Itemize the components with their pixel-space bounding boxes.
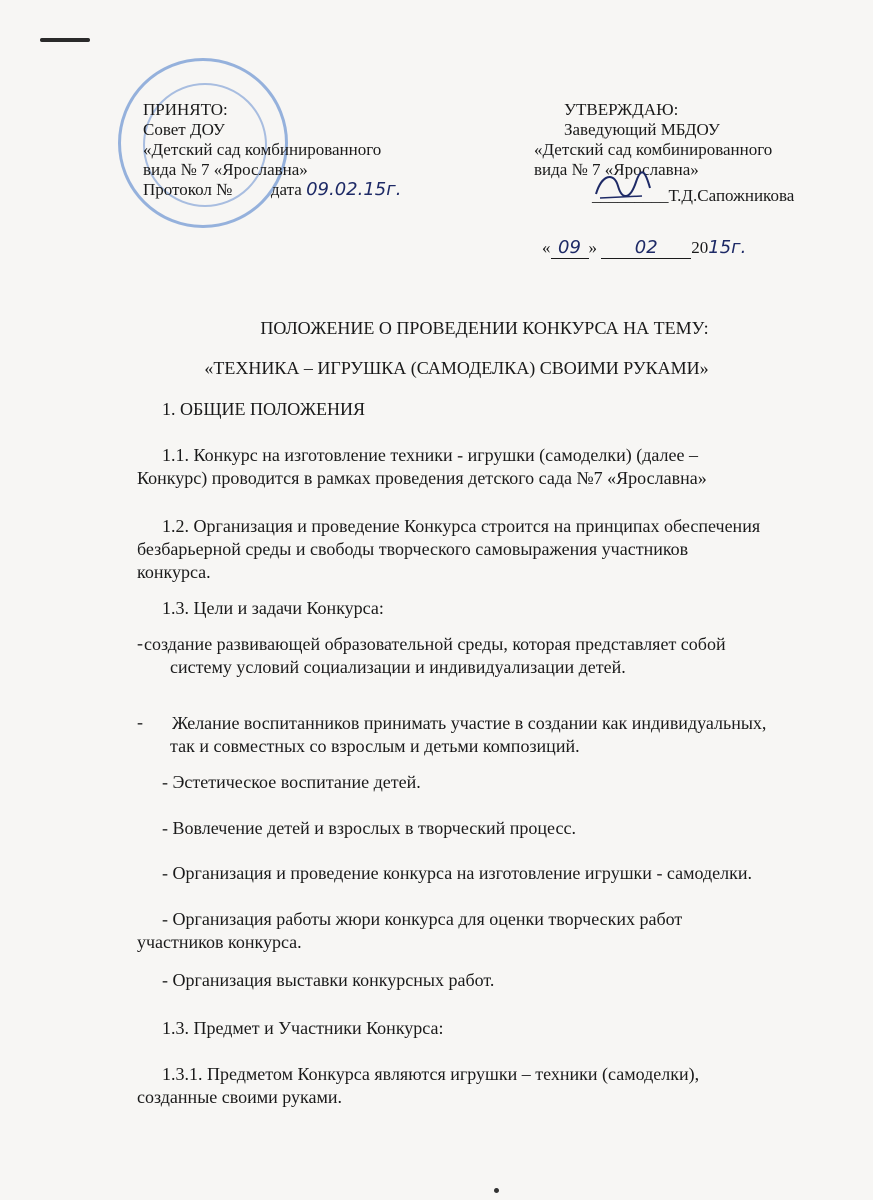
date-close-quote: » bbox=[588, 238, 597, 257]
accepted-line3: вида № 7 «Ярославна» bbox=[143, 160, 308, 179]
scan-mark bbox=[40, 38, 90, 42]
accepted-date-handwritten: 09.02.15г. bbox=[306, 179, 402, 200]
list-item-1-line2: систему условий социализации и индивидуализации детей. bbox=[170, 657, 626, 677]
date-label: дата bbox=[270, 180, 302, 199]
list-item-1-line1: создание развивающей образовательной среды, которая представляет собой bbox=[144, 634, 726, 654]
approved-date-line bbox=[542, 238, 746, 259]
accepted-line1: Совет ДОУ bbox=[143, 120, 225, 139]
approved-month: 02 bbox=[601, 238, 691, 259]
goal-item-5: - Организация выставки конкурсных работ. bbox=[162, 970, 495, 990]
document-title-line1: ПОЛОЖЕНИЕ О ПРОВЕДЕНИИ КОНКУРСА НА ТЕМУ: bbox=[260, 318, 709, 338]
protocol-line bbox=[143, 180, 401, 200]
approved-line2: «Детский сад комбинированного bbox=[534, 140, 773, 159]
para-1-1-line1: 1.1. Конкурс на изготовление техники - игрушки (самоделки) (далее – bbox=[162, 445, 699, 465]
accepted-title: ПРИНЯТО: bbox=[143, 100, 228, 119]
goal-item-2: - Вовлечение детей и взрослых в творческий процесс. bbox=[162, 818, 576, 838]
section-heading-general: 1. ОБЩИЕ ПОЛОЖЕНИЯ bbox=[162, 399, 365, 419]
para-1-3-1-line2: созданные своими руками. bbox=[137, 1087, 343, 1107]
list-dash-1: - bbox=[137, 633, 143, 653]
para-1-2-line3: конкурса. bbox=[137, 562, 211, 582]
date-open-quote: « bbox=[542, 238, 551, 257]
approved-line3: вида № 7 «Ярославна» bbox=[534, 160, 699, 179]
protocol-label: Протокол № bbox=[143, 180, 233, 199]
goal-item-1: - Эстетическое воспитание детей. bbox=[162, 772, 421, 792]
accepted-line2: «Детский сад комбинированного bbox=[143, 140, 382, 159]
goal-item-3: - Организация и проведение конкурса на изготовление игрушки - самоделки. bbox=[162, 863, 753, 883]
para-1-3-1-line1: 1.3.1. Предметом Конкурса являются игрушки – техники (самоделки), bbox=[162, 1064, 700, 1084]
approved-day: 09 bbox=[551, 238, 589, 259]
goal-item-4-line2: участников конкурса. bbox=[137, 932, 302, 952]
para-1-2-line1: 1.2. Организация и проведение Конкурса строится на принципах обеспечения bbox=[162, 516, 761, 536]
list-item-2-line1: Желание воспитанников принимать участие в создании как индивидуальных, bbox=[172, 713, 767, 733]
scan-speck bbox=[494, 1188, 499, 1193]
goal-item-4-line1: - Организация работы жюри конкурса для оценки творческих работ bbox=[162, 909, 683, 929]
approved-line1: Заведующий МБДОУ bbox=[564, 120, 720, 139]
approved-title: УТВЕРЖДАЮ: bbox=[564, 100, 679, 119]
para-1-3-heading: 1.3. Цели и задачи Конкурса: bbox=[162, 598, 384, 618]
para-1-2-line2: безбарьерной среды и свободы творческого самовыражения участников bbox=[137, 539, 689, 559]
para-1-1-line2: Конкурс) проводится в рамках проведения детского сада №7 «Ярославна» bbox=[137, 468, 707, 488]
director-name: _________Т.Д.Сапожникова bbox=[592, 186, 795, 205]
approved-year-suffix: 15г. bbox=[708, 237, 747, 258]
approved-year-prefix: 20 bbox=[691, 238, 709, 257]
list-dash-2: - bbox=[137, 712, 143, 732]
list-item-2-line2: так и совместных со взрослым и детьми композиций. bbox=[170, 736, 580, 756]
para-1-3-subject-heading: 1.3. Предмет и Участники Конкурса: bbox=[162, 1018, 444, 1038]
document-title-line2: «ТЕХНИКА – ИГРУШКА (САМОДЕЛКА) СВОИМИ РУКАМИ» bbox=[204, 358, 709, 378]
